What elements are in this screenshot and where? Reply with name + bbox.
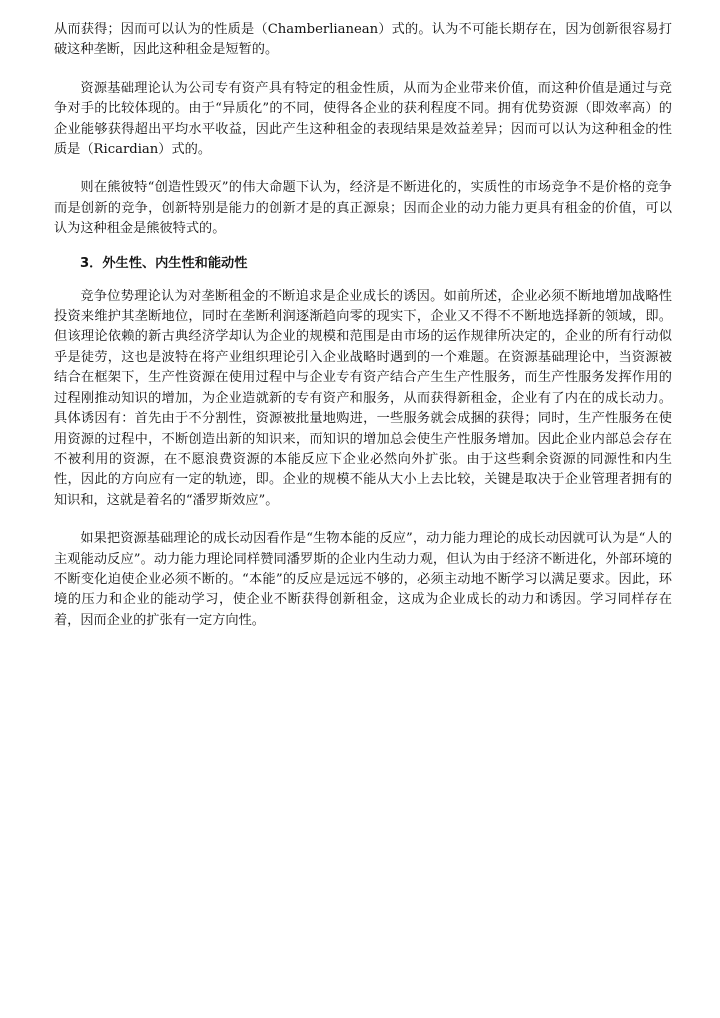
paragraph-chamberlin-rent: 从而获得；因而可以认为的性质是（Chamberlianean）式的。认为不可能长期存在，因为创新很容易打破这种垄断，因此这种租金是短暂的。 — [54, 22, 672, 58]
paragraph-growth-motives: 竞争位势理论认为对垄断租金的不断追求是企业成长的诱因。如前所述，企业必须不断地增加战略性投资来维护其垄断地位，同时在垄断利润逐渐趋向零的现实下，企业又不得不不断地选择新的领域，即。但该理论依赖的新古典经济学却认为企业的规模和范围是由市场的运作规律所决定的，企业的所有行动似乎是徒劳，这也是波特在将产业组织理论引入企业战略时遇到的一个难题。在资源基础理论中，当资源被结合在框架下，生产性资源在使用过程中与企业专有资产结合产生生产性服务，而生产性服务发挥作用的过程刚推动知识的增加，为企业造就新的专有资产和服务，从而获得新租金，企业有了内在的成长动力。具体诱因有：首先由于不分割性，资源被批量地购进，一些服务就会成捆的获得；同时，生产性服务在使用资源的过程中，不断创造出新的知识来，而知识的增加总会使生产性服务增加。因此企业内部总会存在不被利用的资源，在不愿浪费资源的本能反应下企业必然向外扩张。由于这些剩余资源的同源性和内生性，因此的方向应有一定的轨迹，即。企业的规模不能从大小上去比较，关键是取决于企业管理者拥有的知识和，这就是着名的“潘罗斯效应”。 — [54, 288, 672, 508]
paragraph-schumpeter-rent: 则在熊彼特“创造性毁灭”的伟大命题下认为，经济是不断进化的，实质性的市场竞争不是价格的竞争而是创新的竞争，创新特别是能力的创新才是的真正源泉；因而企业的动力能力更具有租金的价值，可以认为这种租金是熊彼特式的。 — [54, 180, 672, 237]
paragraph-resource-based-rent: 资源基础理论认为公司专有资产具有特定的租金性质，从而为企业带来价值，而这种价值是通过与竞争对手的比较体现的。由于“异质化”的不同，使得各企业的获利程度不同。拥有优势资源（即效率高）的企业能够获得超出平均水平收益，因此产生这种租金的表现结果是效益差异；因而可以认为这种租金的性质是（Ricardian）式的。 — [54, 80, 672, 158]
paragraph-dynamic-capability: 如果把资源基础理论的成长动因看作是“生物本能的反应”，动力能力理论的成长动因就可认为是“人的主观能动反应”。动力能力理论同样赞同潘罗斯的企业内生动力观，但认为由于经济不断进化，外部环境的不断变化迫使企业必须不断的。“本能”的反应是远远不够的，必须主动地不断学习以满足要求。因此，环境的压力和企业的能动学习，使企业不断获得创新租金，这成为企业成长的动力和诱因。学习同样存在着，因而企业的扩张有一定方向性。 — [54, 531, 672, 628]
document-page — [54, 20, 672, 631]
section-heading: 3．外生性、内生性和能动性 — [80, 255, 248, 271]
